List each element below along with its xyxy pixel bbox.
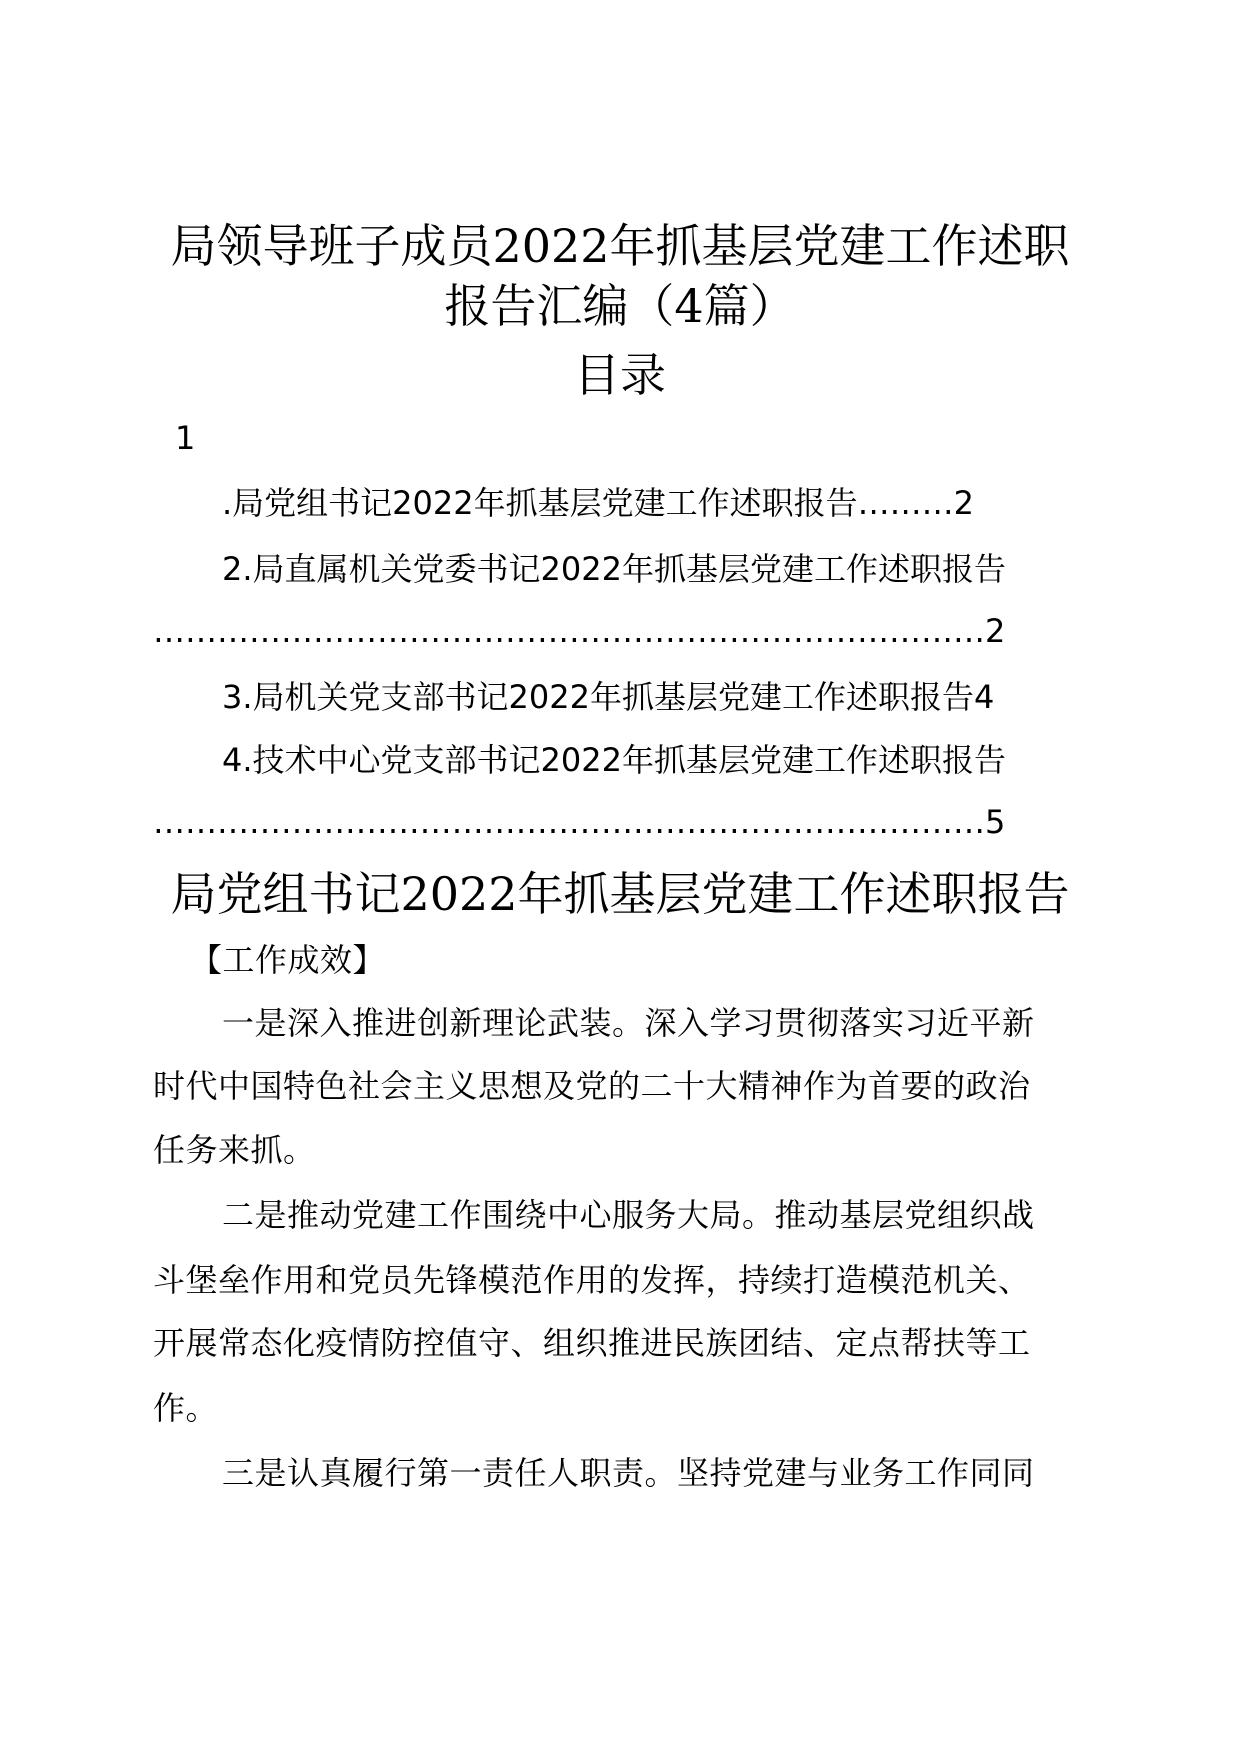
toc-item-3[interactable]: 3.局机关党支部书记2022年抓基层党建工作述职报告4 <box>222 678 995 716</box>
title-line2-prefix: 报告汇编（ <box>444 279 675 333</box>
paragraph-2-line-2: 斗堡垒作用和党员先锋模范作用的发挥，持续打造模范机关、 <box>153 1261 1031 1299</box>
section-heading-prefix: 局党组书记 <box>170 867 401 921</box>
toc-item-2-leader[interactable]: ……………………………………………………………………2 <box>153 612 1006 650</box>
title-year: 2022 <box>492 219 610 273</box>
paragraph-1-line-3: 任务来抓。 <box>153 1131 316 1169</box>
toc-heading: 目录 <box>574 348 666 402</box>
title-prefix: 局领导班子成员 <box>170 219 493 273</box>
paragraph-2-line-1: 二是推动党建工作围绕中心服务大局。推动基层党组织战 <box>222 1196 1035 1234</box>
toc-item-2[interactable]: 2.局直属机关党委书记2022年抓基层党建工作述职报告 <box>222 550 1006 588</box>
section-subheading: 【工作成效】 <box>190 941 386 979</box>
document-title-line-1 <box>0 218 1240 274</box>
toc-item-1[interactable]: .局党组书记2022年抓基层党建工作述职报告………2 <box>222 484 974 522</box>
paragraph-2-line-4: 作。 <box>153 1389 219 1427</box>
title-suffix: 年抓基层党建工作述职 <box>609 219 1070 273</box>
paragraph-2-line-3: 开展常态化疫情防控值守、组织推进民族团结、定点帮扶等工 <box>153 1324 1031 1362</box>
section-heading-suffix: 年抓基层党建工作述职报告 <box>517 867 1070 921</box>
toc-item-4-leader[interactable]: ……………………………………………………………………5 <box>153 803 1006 841</box>
paragraph-1-line-1: 一是深入推进创新理论武装。深入学习贯彻落实习近平新 <box>222 1004 1035 1042</box>
document-title-line-2 <box>0 278 1240 334</box>
title-count: 4 <box>674 279 704 333</box>
paragraph-3-line-1: 三是认真履行第一责任人职责。坚持党建与业务工作同同 <box>222 1454 1035 1492</box>
section-heading-year: 2022 <box>400 867 518 921</box>
paragraph-1-line-2: 时代中国特色社会主义思想及党的二十大精神作为首要的政治 <box>153 1067 1031 1105</box>
toc-item-4[interactable]: 4.技术中心党支部书记2022年抓基层党建工作述职报告 <box>222 741 1006 779</box>
toc-stray-number: 1 <box>175 419 196 457</box>
title-line2-suffix: 篇） <box>703 279 796 333</box>
section-heading <box>0 866 1240 922</box>
